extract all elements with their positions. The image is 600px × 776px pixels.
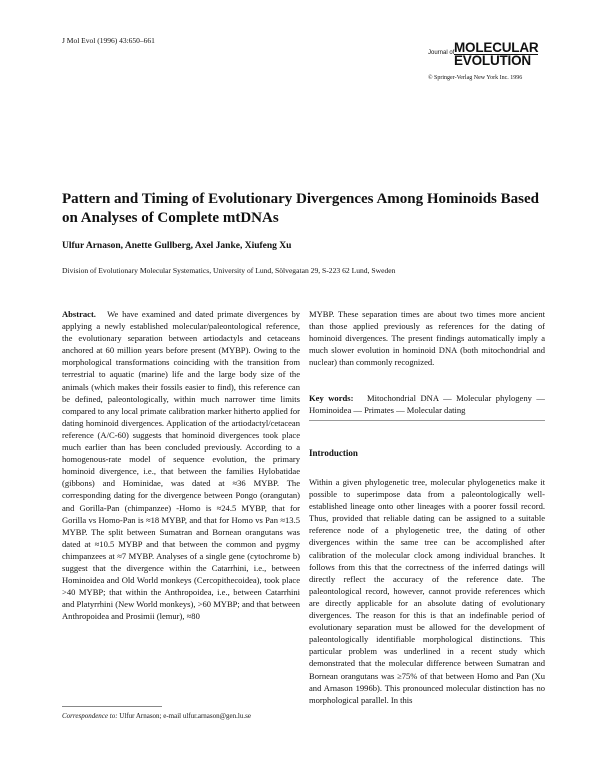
keywords-block xyxy=(309,392,545,421)
introduction-text: Within a given phylogenetic tree, molecular phylogenetics make it possible to superimpose data from a paleontologically well-established lineage onto other lineages with a poorer fossil record. Thus, provided that reliable dating can be assigned to a suitable reference node of a phylogenetic tree, the dating of other divergences within the same tree can be accomplished after calibration of the molecular clock among individual branches. It follows from this that the correctness of the inferred datings will directly reflect the accuracy of the reference date. The paleontological record, however, cannot provide references which are directly applicable for an absolute dating of evolutionary divergences. The reason for this is that an indefinable period of evolutionary separation must be allowed for the development of paleontologically identifiable morphological distinctions. This particular problem was underlined in a recent study which demonstrated that the molecular difference between Sumatran and Bornean orangutans was ≥75% of that between Homo and Pan (Xu and Arnason 1996b). This pronounced molecular distinction has no morphological parallel. In this xyxy=(309,477,545,705)
logo-line-1: MOLECULAR xyxy=(454,40,539,55)
author-list: Ulfur Arnason, Anette Gullberg, Axel Janke, Xiufeng Xu xyxy=(62,241,292,251)
footnote-label: Correspondence to: xyxy=(62,712,118,720)
abstract-heading: Abstract. xyxy=(62,309,96,319)
logo-wordmark xyxy=(454,42,538,67)
copyright-notice: © Springer-Verlag New York Inc. 1996 xyxy=(428,75,523,81)
logo-line-2: EVOLUTION xyxy=(454,54,538,67)
abstract-text-left: We have examined and dated primate divergences by applying a newly established molecular/paleontological reference, the evolutionary separation between artiodactyls and cetaceans anchored at 60 million years before present (MYBP). Owing to the morphological transformations coinciding with the transition from terrestrial to aquatic (marine) life and the large body size of the animals (which makes their fossils easier to find), this reference can be defined, paleontologically, within much narrower time limits compared to any local primate calibration marker hitherto applied for dating hominoid divergences. Application of the artiodactyl/cetacean reference (A/C-60) suggests that hominoid divergences took place much earlier than has been concluded previously. According to a homogenous-rate model of sequence evolution, the primary hominoid divergence, i.e., that between the families Hylobatidae (gibbons) and Hominidae, was dated at ≈36 MYBP. The corresponding dating for the divergence between Pongo (orangutan) and Gorilla-Pan (chimpanzee) -Homo is ≈24.5 MYBP, that for Gorilla vs Homo-Pan is ≈18 MYBP, and that for Homo vs Pan ≈13.5 MYBP. The split between Sumatran and Bornean orangutans was dated at ≈10.5 MYBP and that between the common and pygmy chimpanzees at ≈7 MYBP. Analyses of a single gene (cytochrome b) suggest that the divergence within the Catarrhini, i.e., between Hominoidea and Old World monkeys (Cercopithecoidea), took place >40 MYBP; that within the Anthropoidea, i.e., between Catarrhini and Platyrrhini (New World monkeys), >60 MYBP; and that between Anthropoidea and Prosimii (lemur), ≈80 xyxy=(62,309,300,622)
keywords-text: Mitochondrial DNA — Molecular phylogeny — Hominoidea — Primates — Molecular dating xyxy=(309,393,545,416)
footnote-divider xyxy=(62,706,162,707)
abstract-left-column xyxy=(62,308,300,622)
abstract-text-right: MYBP. These separation times are about two times more ancient than those applied previously as references for the dating of hominoid divergences. The present findings automatically imply a much slower evolution in hominoid DNA (both mitochondrial and nuclear) than commonly recognized. xyxy=(309,309,545,368)
journal-logo xyxy=(428,42,540,68)
journal-reference: J Mol Evol (1996) 43:650–661 xyxy=(62,36,155,45)
abstract-right-column xyxy=(309,308,545,368)
article-title: Pattern and Timing of Evolutionary Divergences Among Hominoids Based on Analyses of Complete mtDNAs xyxy=(62,191,539,226)
correspondence-footnote xyxy=(62,712,251,720)
abstract-paragraph xyxy=(62,308,300,622)
logo-prefix: Journal of xyxy=(428,50,455,56)
keywords-heading: Key words: xyxy=(309,393,354,403)
affiliation: Division of Evolutionary Molecular Systematics, University of Lund, Sölvegatan 29, S-223 62 Lund, Sweden xyxy=(62,266,396,275)
footnote-text: Ulfur Arnason; e-mail ulfur.arnason@gen.lu.se xyxy=(119,712,251,720)
introduction-heading: Introduction xyxy=(309,448,358,458)
